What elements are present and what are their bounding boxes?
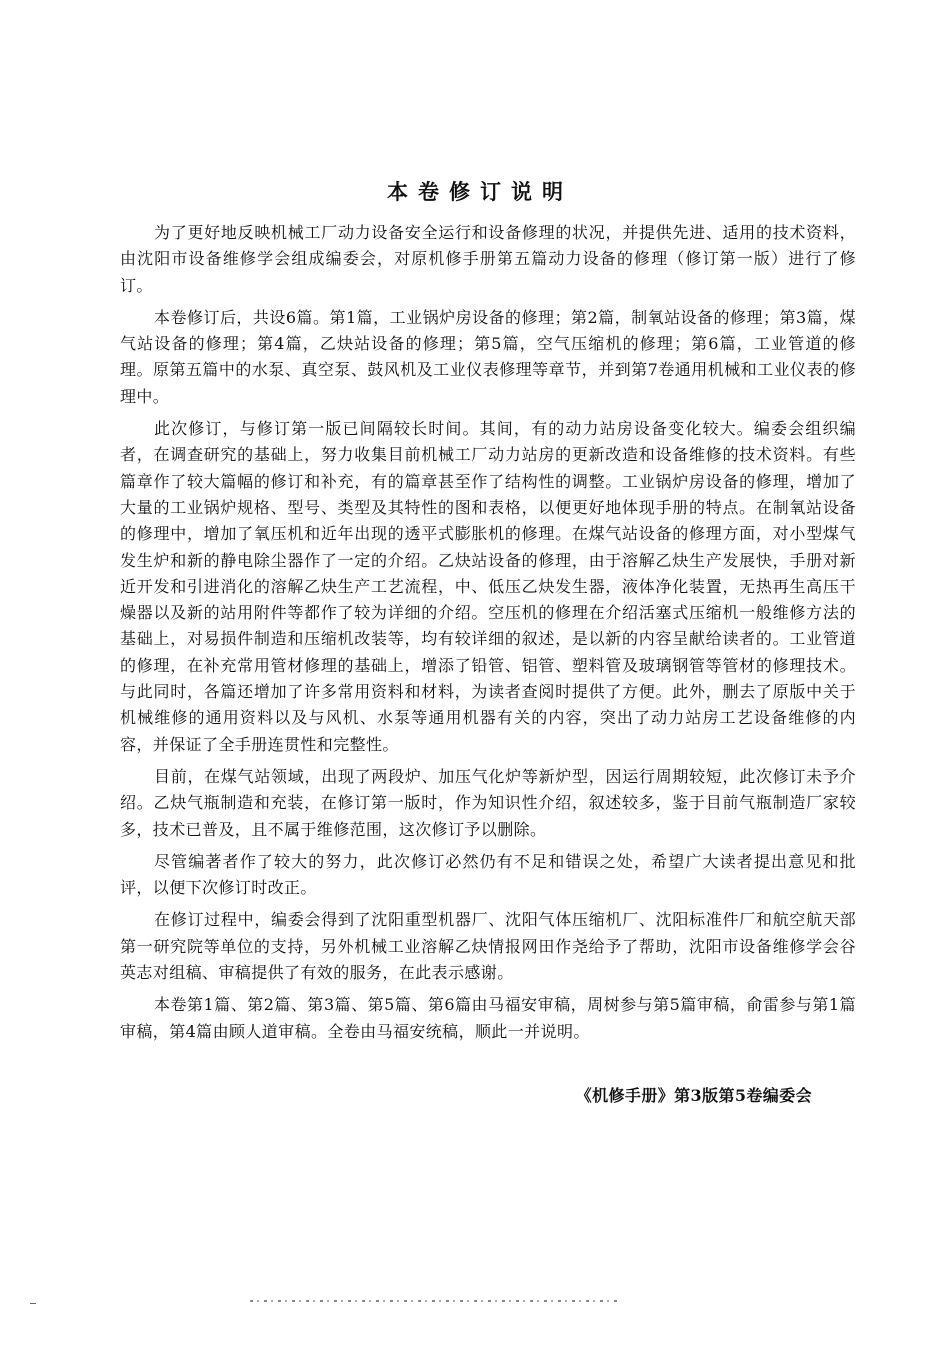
signature: 《机修手册》第3版第5卷编委会 bbox=[575, 1086, 812, 1105]
paragraph-3: 此次修订，与修订第一版已间隔较长时间。其间，有的动力站房设备变化较大。编委会组织编者，在调查研究的基础上，努力收集目前机械工厂动力站房的更新改造和设备维修的技术资料。有些篇章作了较大篇幅的修订和补充，有的篇章甚至作了结构性的调整。工业锅炉房设备的修理，增加了大量的工业锅炉规格、型号、类型及其特性的图和表格，以便更好地体现手册的特点。在制氧站设备的修理中，增加了氧压机和近年出现的透平式膨胀机的修理。在煤气站设备的修理方面，对小型煤气发生炉和新的静电除尘器作了一定的介绍。乙炔站设备的修理，由于溶解乙炔生产发展快，手册对新近开发和引进消化的溶解乙炔生产工艺流程，中、低压乙炔发生器，液体净化装置，无热再生高压干燥器以及新的站用附件等都作了较为详细的介绍。空压机的修理在介绍活塞式压缩机一般维修方法的基础上，对易损件制造和压缩机改装等，均有较详细的叙述，是以新的内容呈献给读者的。工业管道的修理，在补充常用管材修理的基础上，增添了铅管、铝管、塑料管及玻璃钢管等管材的修理技术。与此同时，各篇还增加了许多常用资料和材料，为读者查阅时提供了方便。此外，删去了原版中关于机械维修的通用资料以及与风机、水泵等通用机器有关的内容，突出了动力站房工艺设备维修的内容，并保证了全手册连贯性和完整性。 bbox=[120, 419, 856, 754]
paragraph-6: 在修订过程中，编委会得到了沈阳重型机器厂、沈阳气体压缩机厂、沈阳标准件厂和航空航天部第一研究院等单位的支持，另外机械工业溶解乙炔情报网田作尧给予了帮助，沈阳市设备维修学会谷英志对组稿、审稿提供了有效的服务，在此表示感谢。 bbox=[120, 910, 856, 983]
paragraph-1: 为了更好地反映机械工厂动力设备安全运行和设备修理的状况，并提供先进、适用的技术资料，由沈阳市设备维修学会组成编委会，对原机修手册第五篇动力设备的修理（修订第一版）进行了修订。 bbox=[120, 223, 856, 295]
scan-artifact-line bbox=[250, 1300, 620, 1302]
paragraph-5: 尽管编著者作了较大的努力，此次修订必然仍有不足和错误之处，希望广大读者提出意见和批评，以便下次修订时改正。 bbox=[120, 851, 856, 898]
paragraph-7: 本卷第1篇、第2篇、第3篇、第5篇、第6篇由马福安审稿，周树参与第5篇审稿，俞雷参与第1篇审稿，第4篇由顾人道审稿。全卷由马福安统稿，顺此一并说明。 bbox=[120, 995, 856, 1041]
paragraph-4: 目前，在煤气站领域，出现了两段炉、加压气化炉等新炉型，因运行周期较短，此次修订未予介绍。乙炔气瓶制造和充装，在修订第一版时，作为知识性介绍，叙述较多，鉴于目前气瓶制造厂家较多，技术已普及，且不属于维修范围，这次修订予以删除。 bbox=[120, 766, 856, 839]
page-title: 本卷修订说明 bbox=[387, 179, 573, 204]
paragraph-2: 本卷修订后，共设6篇。第1篇，工业锅炉房设备的修理；第2篇，制氧站设备的修理；第3篇，煤气站设备的修理；第4篇，乙炔站设备的修理；第5篇，空气压缩机的修理；第6篇，工业管道的修理。原第五篇中的水泵、真空泵、鼓风机及工业仪表修理等章节，并到第7卷通用机械和工业仪表的修理中。 bbox=[120, 307, 856, 406]
scan-artifact-dot bbox=[30, 1303, 36, 1304]
document-body bbox=[120, 220, 856, 1051]
